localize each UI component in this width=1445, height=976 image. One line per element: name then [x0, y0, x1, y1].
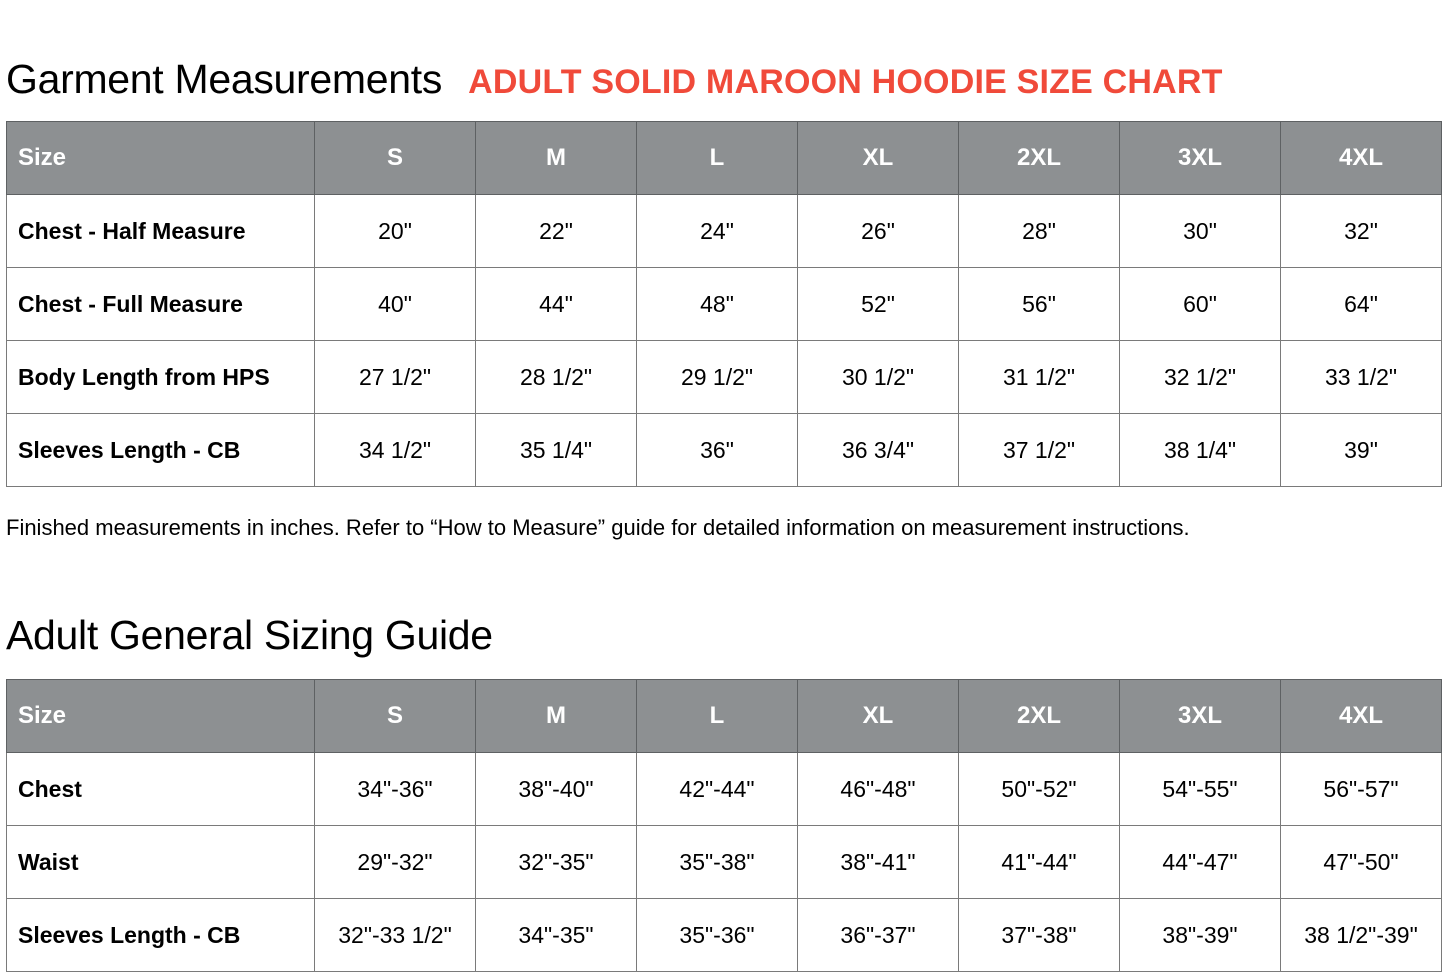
- header-cell: XL: [798, 680, 959, 753]
- row-label: Body Length from HPS: [7, 341, 315, 414]
- row-label: Waist: [7, 826, 315, 899]
- table-cell: 38 1/4": [1120, 414, 1281, 487]
- table-cell: 50"-52": [959, 753, 1120, 826]
- table-cell: 33 1/2": [1281, 341, 1442, 414]
- table-cell: 54"-55": [1120, 753, 1281, 826]
- row-label: Chest - Half Measure: [7, 195, 315, 268]
- table-cell: 44": [476, 268, 637, 341]
- table-cell: 30 1/2": [798, 341, 959, 414]
- table-cell: 37 1/2": [959, 414, 1120, 487]
- table-cell: 30": [1120, 195, 1281, 268]
- table-cell: 28 1/2": [476, 341, 637, 414]
- table-row: [7, 899, 1442, 972]
- table-cell: 34"-35": [476, 899, 637, 972]
- table-cell: 36": [637, 414, 798, 487]
- header-cell: 2XL: [959, 680, 1120, 753]
- table-cell: 47"-50": [1281, 826, 1442, 899]
- table-row: [7, 414, 1442, 487]
- table-cell: 44"-47": [1120, 826, 1281, 899]
- header-cell: 4XL: [1281, 680, 1442, 753]
- table-row: [7, 826, 1442, 899]
- table-cell: 24": [637, 195, 798, 268]
- measurement-note: Finished measurements in inches. Refer to “How to Measure” guide for detailed information on measurement instructions.: [6, 515, 1190, 540]
- table-cell: 36"-37": [798, 899, 959, 972]
- header-cell: Size: [7, 680, 315, 753]
- header-cell: S: [315, 680, 476, 753]
- table-cell: 32"-35": [476, 826, 637, 899]
- header-cell: XL: [798, 122, 959, 195]
- table-cell: 40": [315, 268, 476, 341]
- table-cell: 52": [798, 268, 959, 341]
- header-cell: L: [637, 680, 798, 753]
- table-cell: 22": [476, 195, 637, 268]
- table-row: [7, 753, 1442, 826]
- header-cell: 3XL: [1120, 680, 1281, 753]
- table-cell: 26": [798, 195, 959, 268]
- table-cell: 34 1/2": [315, 414, 476, 487]
- general-sizing-guide-table: [6, 679, 1442, 972]
- garment-heading: [6, 56, 1223, 103]
- table-cell: 41"-44": [959, 826, 1120, 899]
- row-label: Sleeves Length - CB: [7, 414, 315, 487]
- table-row: [7, 268, 1442, 341]
- table-cell: 38"-40": [476, 753, 637, 826]
- table-row: [7, 341, 1442, 414]
- header-cell: 3XL: [1120, 122, 1281, 195]
- table-cell: 32 1/2": [1120, 341, 1281, 414]
- header-cell: Size: [7, 122, 315, 195]
- table-cell: 36 3/4": [798, 414, 959, 487]
- header-cell: M: [476, 122, 637, 195]
- table-cell: 35 1/4": [476, 414, 637, 487]
- table-cell: 32": [1281, 195, 1442, 268]
- table-cell: 31 1/2": [959, 341, 1120, 414]
- row-label: Chest - Full Measure: [7, 268, 315, 341]
- table-cell: 39": [1281, 414, 1442, 487]
- table-cell: 38"-41": [798, 826, 959, 899]
- header-cell: L: [637, 122, 798, 195]
- garment-title: Garment Measurements: [6, 56, 443, 102]
- table-cell: 29"-32": [315, 826, 476, 899]
- table-cell: 20": [315, 195, 476, 268]
- size-chart-subtitle: ADULT SOLID MAROON HOODIE SIZE CHART: [468, 63, 1223, 101]
- header-cell: 4XL: [1281, 122, 1442, 195]
- row-label: Chest: [7, 753, 315, 826]
- table-cell: 27 1/2": [315, 341, 476, 414]
- table-cell: 37"-38": [959, 899, 1120, 972]
- table-cell: 29 1/2": [637, 341, 798, 414]
- table-cell: 38"-39": [1120, 899, 1281, 972]
- table-cell: 35"-38": [637, 826, 798, 899]
- table-cell: 32"-33 1/2": [315, 899, 476, 972]
- table-cell: 42"-44": [637, 753, 798, 826]
- table-cell: 46"-48": [798, 753, 959, 826]
- table-cell: 34"-36": [315, 753, 476, 826]
- table-cell: 38 1/2"-39": [1281, 899, 1442, 972]
- table-cell: 35"-36": [637, 899, 798, 972]
- table-row: [7, 195, 1442, 268]
- row-label: Sleeves Length - CB: [7, 899, 315, 972]
- table-cell: 56"-57": [1281, 753, 1442, 826]
- table-header-row: [7, 680, 1442, 753]
- table-header-row: [7, 122, 1442, 195]
- header-cell: M: [476, 680, 637, 753]
- header-cell: S: [315, 122, 476, 195]
- garment-measurements-table: [6, 121, 1442, 487]
- table-cell: 60": [1120, 268, 1281, 341]
- table-cell: 48": [637, 268, 798, 341]
- sizing-guide-title: Adult General Sizing Guide: [6, 612, 493, 658]
- header-cell: 2XL: [959, 122, 1120, 195]
- table-cell: 56": [959, 268, 1120, 341]
- table-cell: 28": [959, 195, 1120, 268]
- table-cell: 64": [1281, 268, 1442, 341]
